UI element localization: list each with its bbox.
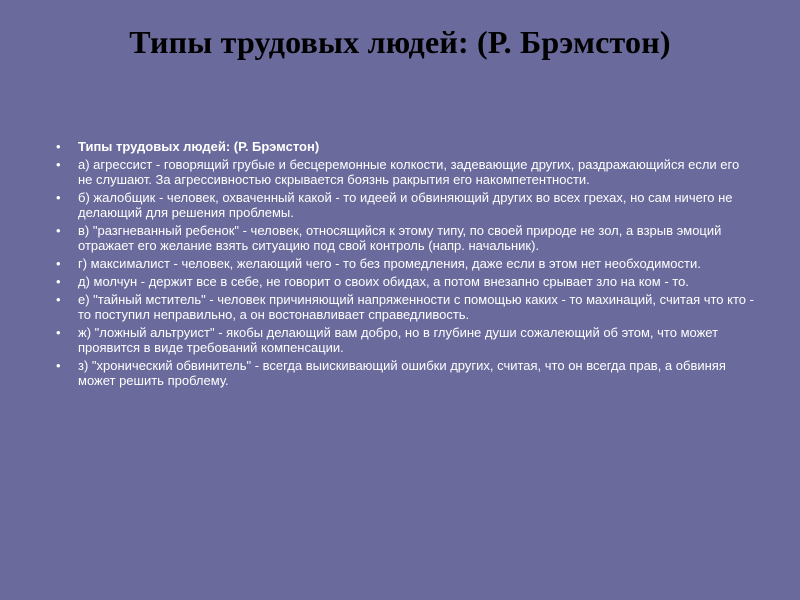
bullet-icon: • <box>56 256 61 271</box>
bullet-text: ж) "ложный альтруист" - якобы делающий вам добро, но в глубине души сожалеющий об этом, что может проявится в виде требований компенсации. <box>78 325 719 355</box>
bullet-icon: • <box>56 157 61 172</box>
bullet-icon: • <box>56 223 61 238</box>
bullet-text: е) "тайный мститель" - человек причиняющий напряженности с помощью каких - то махинаций, считая что кто - то поступил неправильно, а он востонавливает справедливость. <box>78 292 754 322</box>
bullet-item-secret-avenger <box>56 292 756 322</box>
bullet-icon: • <box>56 190 61 205</box>
bullet-text: б) жалобщик - человек, охваченный какой - то идеей и обвиняющий других во всех грехах, но сам ничего не делающий для решения проблемы. <box>78 190 733 220</box>
bullet-text: в) "разгневанный ребенок" - человек, относящийся к этому типу, по своей природе не зол, а взрыв эмоций отражает его желание взять ситуацию под свой контроль (напр. начальник). <box>78 223 722 253</box>
bullet-text: д) молчун - держит все в себе, не говорит о своих обидах, а потом внезапно срывает зло на ком - то. <box>78 274 689 289</box>
bullet-item-complainer <box>56 190 756 220</box>
bullet-text: Типы трудовых людей: (Р. Брэмстон) <box>78 139 320 154</box>
bullet-text: з) "хронический обвинитель" - всегда выискивающий ошибки других, считая, что он всегда прав, а обвиняя может решить проблему. <box>78 358 726 388</box>
bullet-icon: • <box>56 139 61 154</box>
bullet-list <box>56 139 756 391</box>
bullet-item-silent <box>56 274 756 289</box>
bullet-item-chronic-accuser <box>56 358 756 388</box>
bullet-icon: • <box>56 325 61 340</box>
slide-title: Типы трудовых людей: (Р. Брэмстон) <box>129 24 671 60</box>
bullet-item-maximalist <box>56 256 756 271</box>
bullet-icon: • <box>56 292 61 307</box>
bullet-icon: • <box>56 274 61 289</box>
bullet-item-heading <box>56 139 756 154</box>
bullet-icon: • <box>56 358 61 373</box>
bullet-item-angry-child <box>56 223 756 253</box>
bullet-item-false-altruist <box>56 325 756 355</box>
bullet-text: г) максималист - человек, желающий чего - то без промедления, даже если в этом нет необходимости. <box>78 256 701 271</box>
bullet-item-aggressist <box>56 157 756 187</box>
bullet-text: а) агрессист - говорящий грубые и бесцеремонные колкости, задевающие других, раздражающийся если его не слушают. За агрессивностью скрывается боязнь ракрытия его накомпетентности. <box>78 157 740 187</box>
